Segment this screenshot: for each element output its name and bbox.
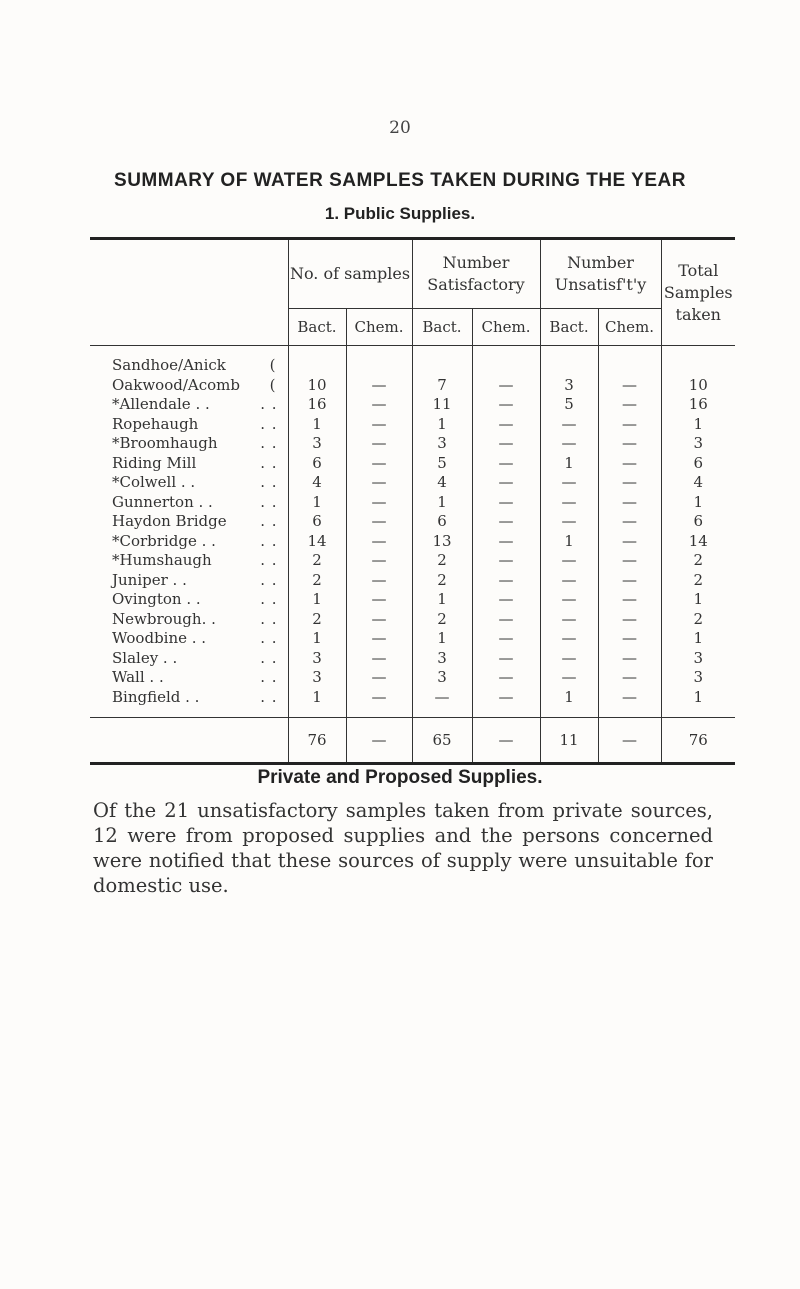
supply-name: Riding Mill <box>112 453 197 472</box>
table-row <box>90 610 735 630</box>
supply-name-cell <box>90 590 288 610</box>
total-cell: 76 <box>661 718 735 763</box>
page-number: 20 <box>389 118 411 138</box>
table-cell: — <box>346 532 412 552</box>
samples-table-wrapper <box>90 237 735 765</box>
supply-name-suffix: . . <box>260 687 278 706</box>
table-cell: — <box>540 434 598 454</box>
supply-name: Ovington . . <box>112 590 201 609</box>
table-cell: — <box>540 551 598 571</box>
table-cell: — <box>472 434 540 454</box>
table-cell <box>661 356 735 376</box>
table-cell: — <box>346 668 412 688</box>
table-row <box>90 629 735 649</box>
table-row <box>90 493 735 513</box>
table-cell: 1 <box>661 415 735 435</box>
supply-name-suffix: ( <box>269 375 276 394</box>
table-row <box>90 532 735 552</box>
supply-name-suffix: . . <box>260 453 278 472</box>
table-cell: — <box>540 610 598 630</box>
supply-name-cell <box>90 649 288 669</box>
table-cell: — <box>472 688 540 708</box>
table-row <box>90 571 735 591</box>
table-cell: — <box>346 473 412 493</box>
table-cell: — <box>472 532 540 552</box>
supply-name-cell <box>90 532 288 552</box>
supply-name-suffix: . . <box>260 590 278 608</box>
table-cell <box>472 356 540 376</box>
supply-name-cell <box>90 395 288 415</box>
table-cell: — <box>346 571 412 591</box>
table-cell: 6 <box>661 512 735 532</box>
supply-name-cell <box>90 376 288 396</box>
supply-name-cell <box>90 668 288 688</box>
table-cell: — <box>540 473 598 493</box>
table-cell <box>540 356 598 376</box>
table-cell: — <box>598 395 661 415</box>
table-cell: — <box>346 551 412 571</box>
table-cell: — <box>472 571 540 591</box>
table-row <box>90 668 735 688</box>
table-cell: — <box>472 376 540 396</box>
header-satisfactory: Number Satisfactory <box>412 240 540 309</box>
subheader-chem: Chem. <box>472 309 540 346</box>
table-cell: — <box>598 473 661 493</box>
total-cell: — <box>598 718 661 763</box>
table-cell: — <box>472 590 540 610</box>
table-row <box>90 376 735 396</box>
table-bottom-rule <box>90 762 735 765</box>
supply-name-suffix: ( <box>269 356 276 374</box>
table-row <box>90 434 735 454</box>
table-cell: 1 <box>288 415 346 435</box>
table-cell: — <box>540 668 598 688</box>
supply-name-cell <box>90 493 288 513</box>
table-cell: 6 <box>288 454 346 474</box>
table-cell: — <box>346 395 412 415</box>
supply-name-suffix: . . <box>260 570 278 589</box>
table-cell: — <box>540 415 598 435</box>
table-row <box>90 688 735 708</box>
table-cell: 2 <box>661 610 735 630</box>
table-cell: — <box>472 415 540 435</box>
table-cell: — <box>412 688 472 708</box>
table-cell: 2 <box>661 571 735 591</box>
table-cell: 1 <box>288 629 346 649</box>
table-cell: — <box>346 415 412 435</box>
supply-name-suffix: . . <box>260 512 278 530</box>
supply-name: Bingfield . . <box>112 687 200 706</box>
table-row <box>90 415 735 435</box>
table-cell: 1 <box>540 454 598 474</box>
table-cell: 4 <box>661 473 735 493</box>
table-cell: 10 <box>288 376 346 396</box>
supply-name: *Corbridge . . <box>112 531 216 550</box>
supply-name-suffix: . . <box>260 629 278 647</box>
supply-name: Sandhoe/Anick <box>112 356 226 375</box>
table-cell: 6 <box>288 512 346 532</box>
table-cell: 2 <box>412 571 472 591</box>
table-cell: 2 <box>288 551 346 571</box>
supply-name-suffix: . . <box>260 668 278 686</box>
table-cell: 16 <box>288 395 346 415</box>
table-row <box>90 512 735 532</box>
subheader-bact: Bact. <box>412 309 472 346</box>
supply-name-suffix: . . <box>260 395 278 413</box>
table-cell: — <box>598 551 661 571</box>
table-cell: — <box>346 688 412 708</box>
table-cell: 1 <box>288 688 346 708</box>
table-row <box>90 473 735 493</box>
table-cell: — <box>472 454 540 474</box>
table-spacer-row <box>90 707 735 718</box>
table-spacer-row <box>90 346 735 357</box>
supply-name: Haydon Bridge <box>112 512 227 531</box>
table-cell: 3 <box>288 649 346 669</box>
table-cell: — <box>598 649 661 669</box>
table-cell: — <box>598 532 661 552</box>
supply-name: Juniper . . <box>112 570 187 589</box>
table-cell: 11 <box>412 395 472 415</box>
supply-name-suffix: . . <box>260 434 278 452</box>
table-cell: 2 <box>288 610 346 630</box>
table-cell: — <box>472 629 540 649</box>
subheader-bact: Bact. <box>288 309 346 346</box>
row-label-header <box>90 240 288 346</box>
table-cell: — <box>598 688 661 708</box>
table-cell: — <box>346 649 412 669</box>
table-cell: 1 <box>288 590 346 610</box>
total-cell: — <box>346 718 412 763</box>
table-cell: 3 <box>661 668 735 688</box>
table-cell: — <box>540 590 598 610</box>
supply-name-suffix: . . <box>260 609 278 628</box>
table-cell: — <box>598 493 661 513</box>
table-cell: — <box>346 512 412 532</box>
supply-name: Wall . . <box>112 668 164 687</box>
table-cell: — <box>540 493 598 513</box>
table-cell: 2 <box>288 571 346 591</box>
table-cell: 10 <box>661 376 735 396</box>
supply-name: Slaley . . <box>112 648 178 667</box>
table-cell: — <box>472 649 540 669</box>
table-cell: 2 <box>661 551 735 571</box>
total-cell: 11 <box>540 718 598 763</box>
table-row <box>90 551 735 571</box>
table-cell: 1 <box>412 415 472 435</box>
table-cell: 3 <box>412 434 472 454</box>
table-cell: 6 <box>412 512 472 532</box>
table-cell: 2 <box>412 551 472 571</box>
table-cell: 3 <box>288 668 346 688</box>
supply-name-cell <box>90 610 288 630</box>
table-cell: 3 <box>661 434 735 454</box>
table-cell: 5 <box>412 454 472 474</box>
table-cell: 1 <box>288 493 346 513</box>
table-cell <box>288 356 346 376</box>
table-row <box>90 356 735 376</box>
table-cell: — <box>472 668 540 688</box>
table-cell: — <box>598 590 661 610</box>
table-cell: — <box>540 512 598 532</box>
table-cell: 3 <box>288 434 346 454</box>
supply-name: Oakwood/Acomb <box>112 375 240 394</box>
subheader-bact: Bact. <box>540 309 598 346</box>
table-cell: — <box>598 415 661 435</box>
supply-name-cell <box>90 512 288 532</box>
table-cell: — <box>472 395 540 415</box>
page-title: SUMMARY OF WATER SAMPLES TAKEN DURING THE YEAR <box>114 170 686 191</box>
supply-name-cell <box>90 415 288 435</box>
table-cell: — <box>346 610 412 630</box>
table-cell: 14 <box>288 532 346 552</box>
table-row <box>90 649 735 669</box>
totals-label-cell <box>90 718 288 763</box>
supply-name: Woodbine . . <box>112 629 207 648</box>
table-cell: — <box>540 571 598 591</box>
supply-name-cell <box>90 571 288 591</box>
table-cell: 1 <box>412 493 472 513</box>
table-cell: — <box>598 629 661 649</box>
supply-name-cell <box>90 629 288 649</box>
table-cell: — <box>346 376 412 396</box>
supply-name: *Broomhaugh <box>112 434 218 453</box>
table-cell: 1 <box>661 493 735 513</box>
table-cell: — <box>346 590 412 610</box>
supply-name-suffix: . . <box>260 473 278 491</box>
table-cell: — <box>598 454 661 474</box>
table-cell: 3 <box>412 649 472 669</box>
table-cell: — <box>472 473 540 493</box>
section-subtitle: 1. Public Supplies. <box>324 204 476 223</box>
table-cell <box>346 356 412 376</box>
total-cell: 65 <box>412 718 472 763</box>
header-no-samples: No. of samples <box>288 240 412 309</box>
supply-name-cell <box>90 454 288 474</box>
supply-name-cell <box>90 434 288 454</box>
table-cell: — <box>540 649 598 669</box>
table-cell: — <box>472 512 540 532</box>
table-cell: 16 <box>661 395 735 415</box>
table-cell: — <box>346 493 412 513</box>
table-cell: — <box>472 610 540 630</box>
table-cell: 2 <box>412 610 472 630</box>
supply-name-suffix: . . <box>260 531 278 550</box>
supply-name-suffix: . . <box>260 648 278 667</box>
table-cell: 3 <box>412 668 472 688</box>
table-cell: 7 <box>412 376 472 396</box>
section-heading: Private and Proposed Supplies. <box>257 767 543 788</box>
table-cell: — <box>598 571 661 591</box>
table-row <box>90 590 735 610</box>
table-cell: — <box>598 512 661 532</box>
table-body <box>90 346 735 718</box>
supply-name-cell <box>90 473 288 493</box>
table-cell <box>412 356 472 376</box>
total-cell: 76 <box>288 718 346 763</box>
body-paragraph: Of the 21 unsatisfactory samples taken from private sources, 12 were from proposed supplies and the persons concerned were notified that these sources of supply were unsuitable for domestic use. <box>93 799 713 897</box>
supply-name-cell <box>90 356 288 376</box>
samples-table <box>90 240 735 762</box>
table-cell: — <box>472 493 540 513</box>
table-cell: — <box>540 629 598 649</box>
header-total: Total Samples taken <box>661 240 735 346</box>
supply-name: Ropehaugh <box>112 414 199 433</box>
supply-name: *Allendale . . <box>112 395 210 414</box>
subheader-chem: Chem. <box>346 309 412 346</box>
table-cell: 4 <box>288 473 346 493</box>
supply-name: Gunnerton . . <box>112 492 213 511</box>
totals-row <box>90 718 735 763</box>
table-cell: 3 <box>540 376 598 396</box>
table-cell: 13 <box>412 532 472 552</box>
table-cell: — <box>598 610 661 630</box>
table-cell: 1 <box>661 590 735 610</box>
table-cell: 1 <box>412 590 472 610</box>
table-cell: — <box>346 434 412 454</box>
header-unsatisfactory: Number Unsatisf't'y <box>540 240 661 309</box>
total-cell: — <box>472 718 540 763</box>
table-cell: 4 <box>412 473 472 493</box>
table-cell: 1 <box>540 688 598 708</box>
table-cell: 5 <box>540 395 598 415</box>
table-row <box>90 395 735 415</box>
subheader-chem: Chem. <box>598 309 661 346</box>
supply-name-suffix: . . <box>260 551 278 569</box>
table-cell <box>598 356 661 376</box>
supply-name: *Colwell . . <box>112 473 196 492</box>
table-row <box>90 454 735 474</box>
supply-name-cell <box>90 551 288 571</box>
supply-name: *Humshaugh <box>112 551 212 570</box>
table-cell: 1 <box>412 629 472 649</box>
table-cell: — <box>598 376 661 396</box>
table-cell: — <box>598 668 661 688</box>
table-cell: — <box>346 454 412 474</box>
table-cell: 14 <box>661 532 735 552</box>
supply-name-cell <box>90 688 288 708</box>
table-cell: 1 <box>661 688 735 708</box>
table-cell: — <box>472 551 540 571</box>
supply-name: Newbrough. . <box>112 609 216 628</box>
supply-name-suffix: . . <box>260 414 278 433</box>
table-cell: 1 <box>661 629 735 649</box>
table-cell: 3 <box>661 649 735 669</box>
supply-name-suffix: . . <box>260 492 278 511</box>
table-cell: — <box>346 629 412 649</box>
table-cell: — <box>598 434 661 454</box>
table-cell: 1 <box>540 532 598 552</box>
table-cell: 6 <box>661 454 735 474</box>
